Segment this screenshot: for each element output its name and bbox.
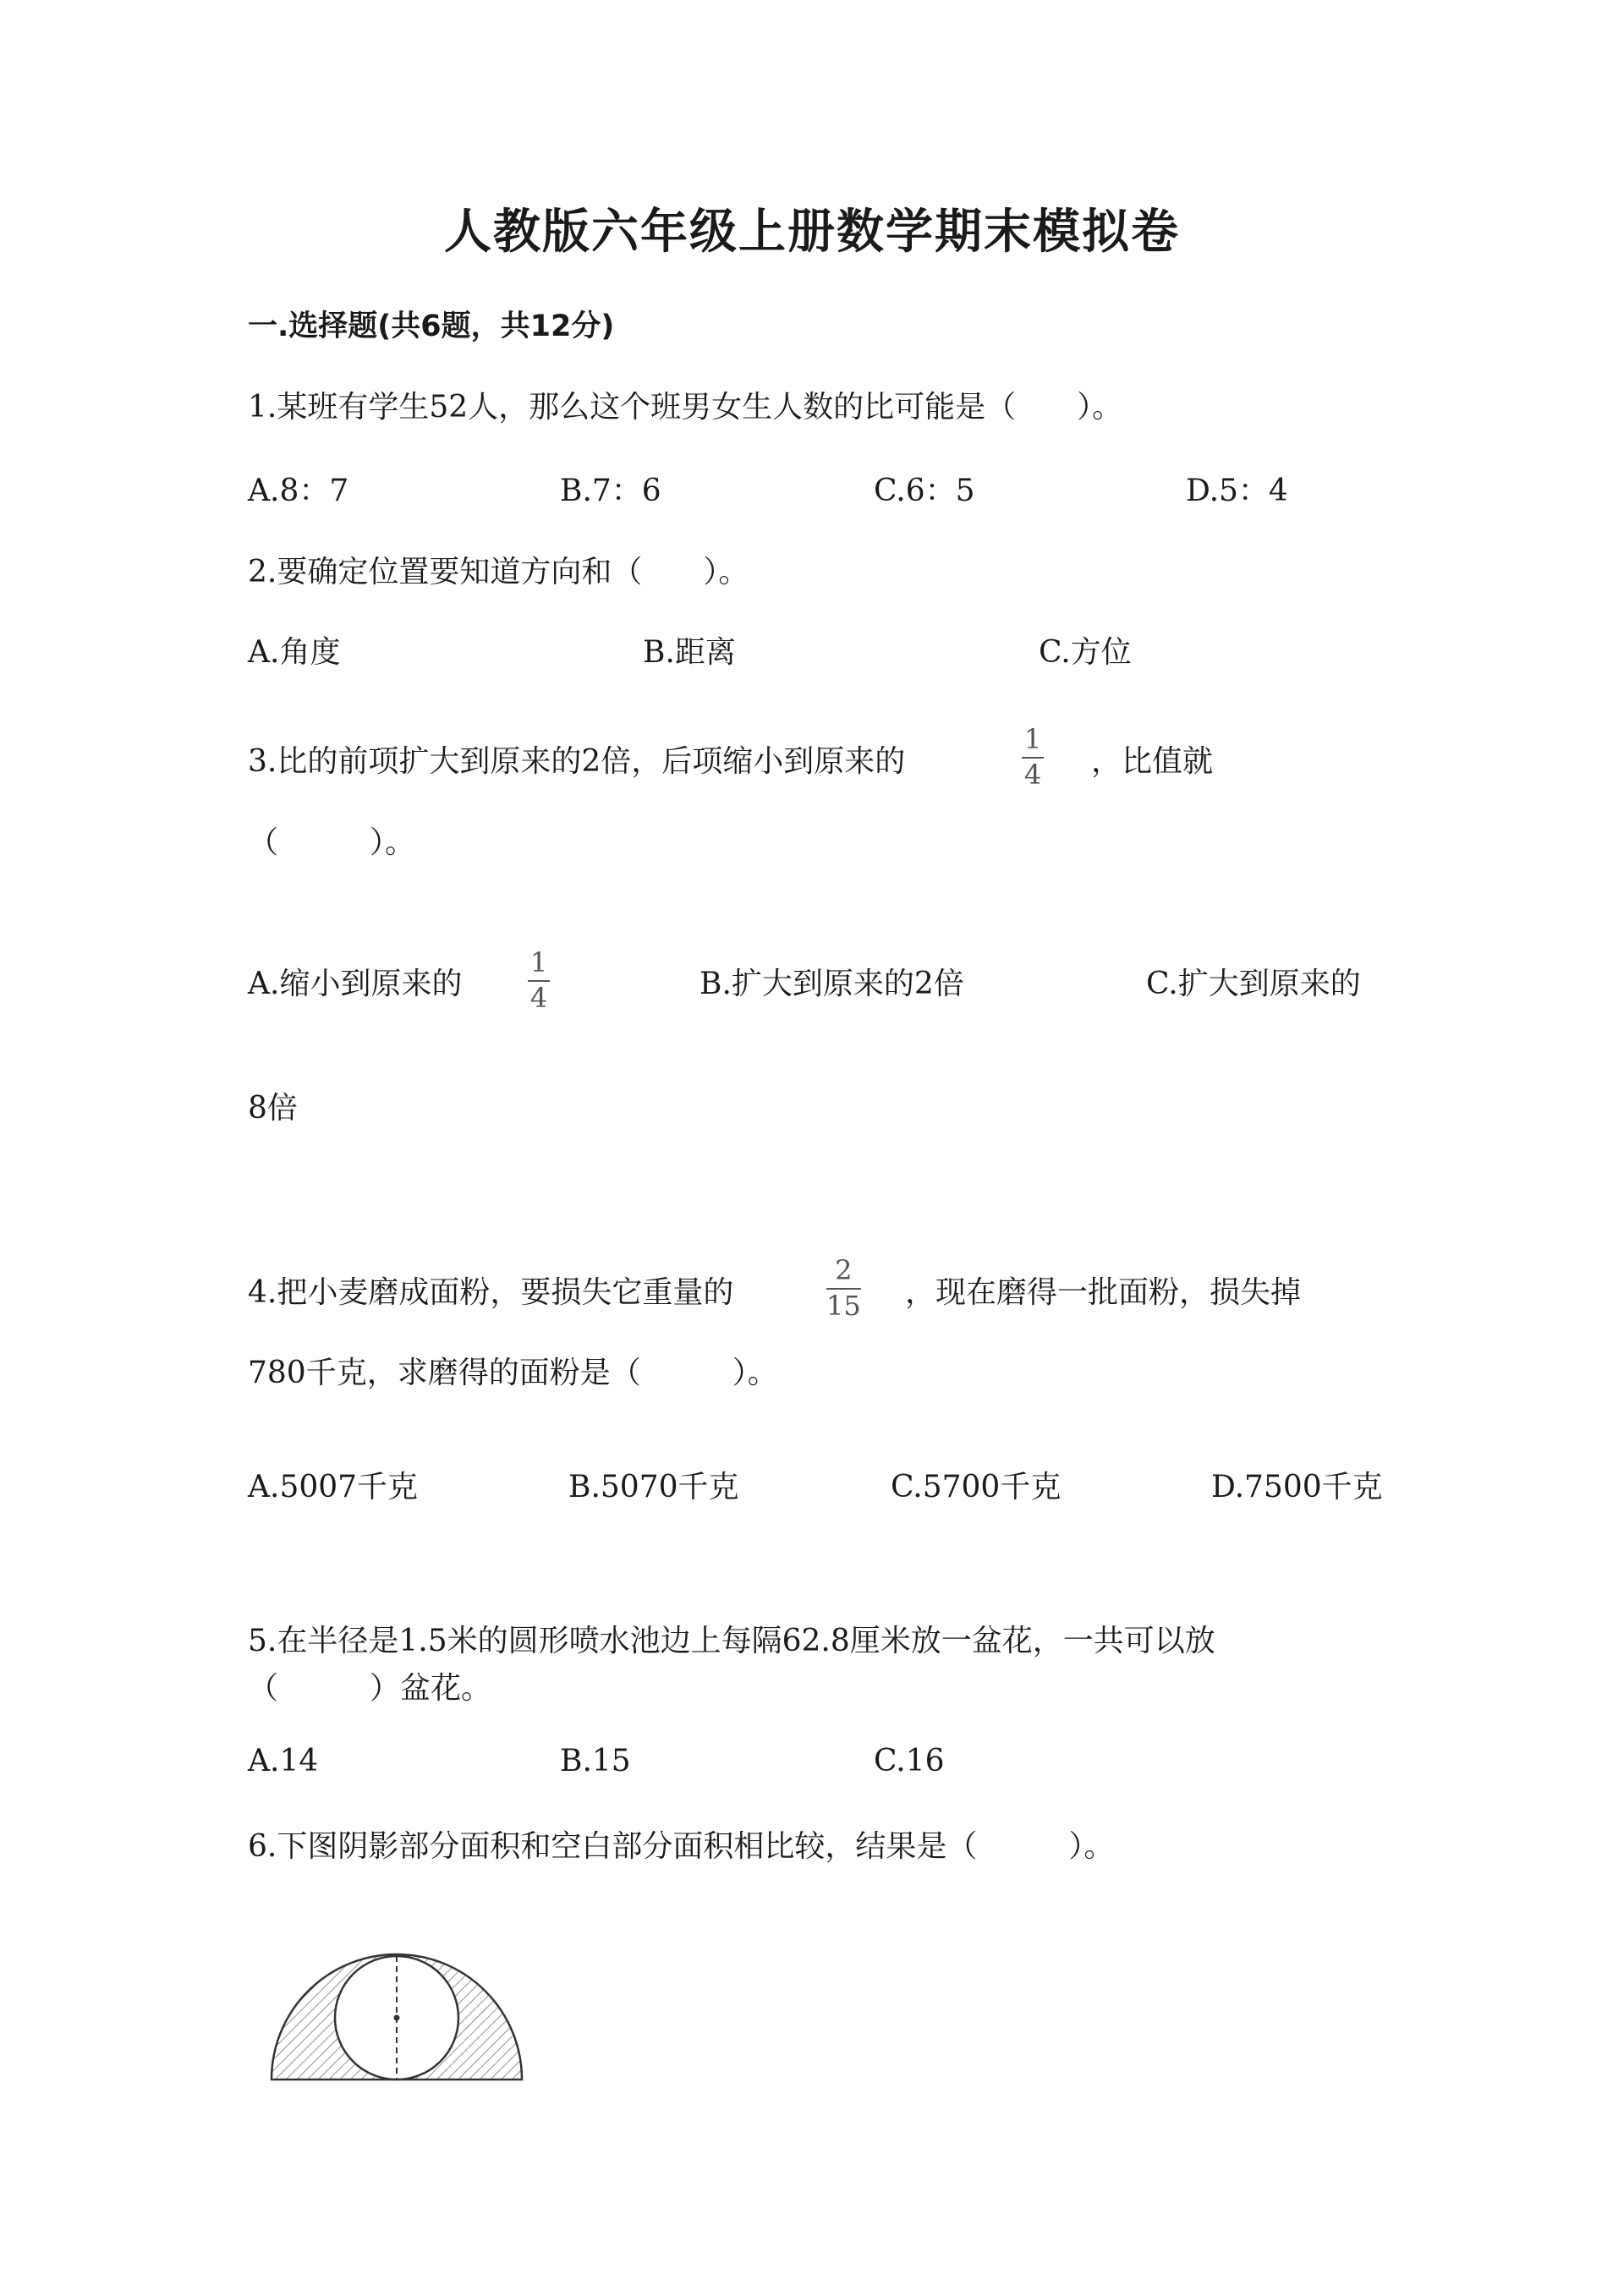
q3-option-b[interactable]: B.扩大到原来的2倍 (700, 967, 964, 1001)
q4-option-c[interactable]: C.5700千克 (891, 1470, 1062, 1504)
q4-option-a[interactable]: A.5007千克 (248, 1470, 419, 1504)
question-4-part-3: 780千克，求磨得的面粉是（ ）。 (248, 1356, 778, 1390)
q4-option-b[interactable]: B.5070千克 (568, 1470, 739, 1504)
semicircle-figure (266, 1915, 529, 2089)
q3-fraction-numerator: 1 (1023, 723, 1042, 755)
page-title: 人教版六年级上册数学期末模拟卷 (444, 205, 1180, 260)
question-6: 6.下图阴影部分面积和空白部分面积相比较，结果是（ ）。 (248, 1829, 1115, 1864)
q1-option-d[interactable]: D.5：4 (1186, 474, 1288, 508)
q3-option-a-fraction (528, 946, 550, 1014)
question-5-part-2: （ ）盆花。 (248, 1671, 492, 1706)
q4-fraction (826, 1254, 861, 1322)
q3-fraction-denominator: 4 (1023, 758, 1042, 791)
question-3-part-2: ，比值就 (1091, 744, 1214, 779)
question-3-part-3: （ ）。 (248, 825, 416, 860)
q3-option-c-continued: 8倍 (248, 1091, 298, 1126)
q4-option-d[interactable]: D.7500千克 (1211, 1470, 1383, 1504)
q5-option-c[interactable]: C.16 (874, 1744, 945, 1778)
section-heading: 一.选择题(共6题，共12分) (248, 310, 615, 343)
q3-option-a[interactable]: A.缩小到原来的 (248, 967, 463, 1001)
q3-option-c[interactable]: C.扩大到原来的 (1146, 967, 1361, 1001)
q3-fraction (1022, 723, 1044, 791)
q1-option-c[interactable]: C.6：5 (874, 474, 975, 508)
question-4-part-1: 4.把小麦磨成面粉，要损失它重量的 (248, 1275, 734, 1310)
q1-option-b[interactable]: B.7：6 (560, 474, 661, 508)
q5-option-a[interactable]: A.14 (248, 1744, 319, 1778)
question-3-part-1: 3.比的前项扩大到原来的2倍，后项缩小到原来的 (248, 744, 906, 779)
question-1: 1.某班有学生52人，那么这个班男女生人数的比可能是（ ）。 (248, 390, 1123, 425)
q2-option-b[interactable]: B.距离 (643, 635, 736, 670)
question-5-part-1: 5.在半径是1.5米的圆形喷水池边上每隔62.8厘米放一盆花，一共可以放 (248, 1624, 1215, 1658)
q2-option-a[interactable]: A.角度 (248, 635, 341, 670)
q4-fraction-numerator: 2 (835, 1254, 853, 1286)
q4-fraction-denominator: 15 (826, 1289, 861, 1322)
question-4-part-2: ，现在磨得一批面粉，损失掉 (905, 1275, 1302, 1310)
center-point (394, 2015, 400, 2021)
q2-option-c[interactable]: C.方位 (1039, 635, 1132, 670)
q3-option-a-numerator: 1 (529, 946, 548, 978)
q5-option-b[interactable]: B.15 (560, 1744, 631, 1778)
q1-option-a[interactable]: A.8：7 (248, 474, 349, 508)
question-2: 2.要确定位置要知道方向和（ ）。 (248, 555, 749, 589)
q3-option-a-denominator: 4 (529, 981, 548, 1014)
